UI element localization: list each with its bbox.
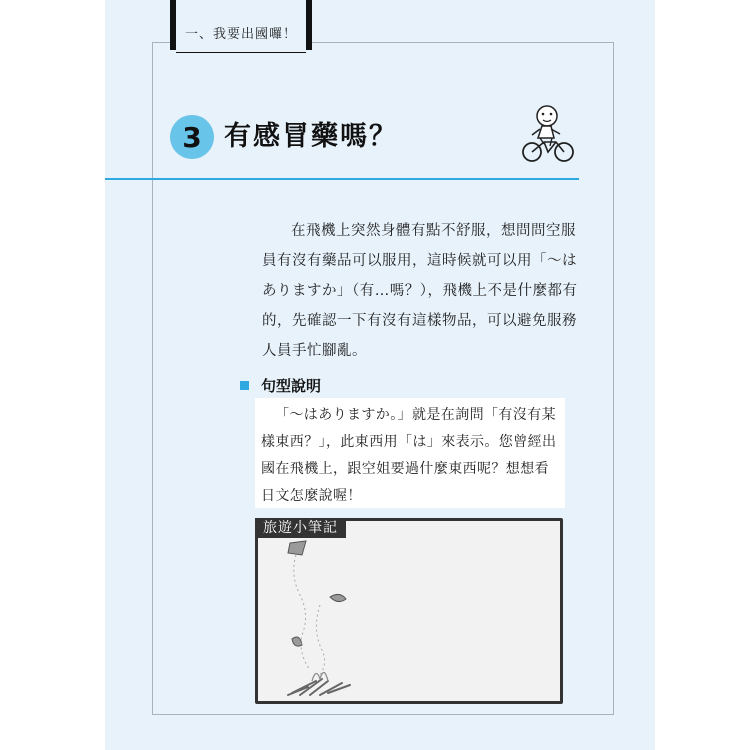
- chapter-tab-underline: [176, 52, 306, 53]
- explanation-text: 「～はありますか。」就是在詢問「有沒有某樣東西？」，此東西用「は」來表示。您曾經出國在飛機上，跟空姐要過什麼東西呢？想想看日文怎麼說喔！: [261, 407, 557, 504]
- falling-leaves-campfire-illustration: [270, 535, 370, 700]
- chapter-tab: [170, 0, 312, 50]
- section-heading-label: 句型說明: [261, 376, 322, 395]
- square-bullet-icon: [240, 381, 249, 390]
- intro-text: 在飛機上突然身體有點不舒服，想問問空服員有沒有藥品可以服用，這時候就可以用「～はありますか」（有…嗎？），飛機上不是什麼都有的，先確認一下有沒有這樣物品，可以避免服務人員手忙腳亂。: [262, 223, 578, 359]
- lesson-number-badge: [170, 115, 214, 159]
- section-heading: [240, 375, 321, 395]
- intro-paragraph: [262, 216, 580, 366]
- lesson-number: 3: [182, 120, 202, 154]
- explanation-box: [255, 398, 565, 508]
- lesson-title: 有感冒藥嗎？: [224, 121, 398, 152]
- chapter-label: 一、我要出國囉！: [184, 26, 297, 42]
- title-divider: [105, 178, 579, 180]
- travel-notes-label: 旅遊小筆記: [263, 520, 338, 536]
- bicycle-rider-icon: [520, 100, 576, 166]
